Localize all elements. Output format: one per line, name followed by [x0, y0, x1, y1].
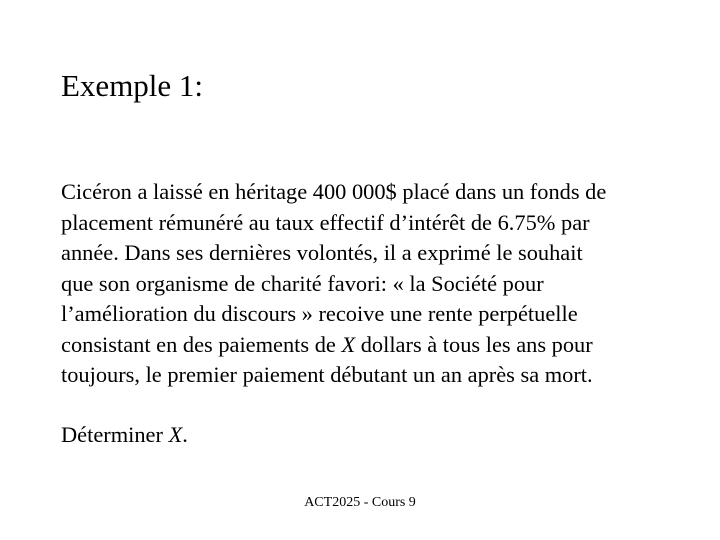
slide-title: Exemple 1: — [61, 68, 204, 103]
problem-line: année. Dans ses dernières volontés, il a exprimé le souhait — [61, 240, 583, 265]
problem-line-text: consistant en des paiements de — [61, 331, 342, 357]
task-statement — [61, 420, 188, 450]
variable-x: X — [341, 331, 356, 357]
problem-line: toujours, le premier paiement débutant un an après sa mort. — [61, 362, 593, 387]
problem-line: l’amélioration du discours » recoive une rente perpétuelle — [61, 301, 578, 326]
problem-line: placement rémunéré au taux effectif d’intérêt de 6.75% par — [61, 209, 590, 235]
problem-line — [61, 330, 661, 361]
task-punctuation: . — [182, 422, 188, 447]
problem-statement — [61, 177, 661, 391]
variable-x: X — [168, 422, 183, 447]
problem-line: que son organisme de charité favori: « la Société pour — [61, 270, 544, 296]
problem-line-text: dollars à tous les ans pour — [355, 331, 593, 357]
task-text: Déterminer — [61, 422, 169, 447]
problem-line: Cicéron a laissé en héritage 400 000$ placé dans un fonds de — [61, 179, 607, 204]
slide-footer: ACT2025 - Cours 9 — [304, 495, 416, 510]
